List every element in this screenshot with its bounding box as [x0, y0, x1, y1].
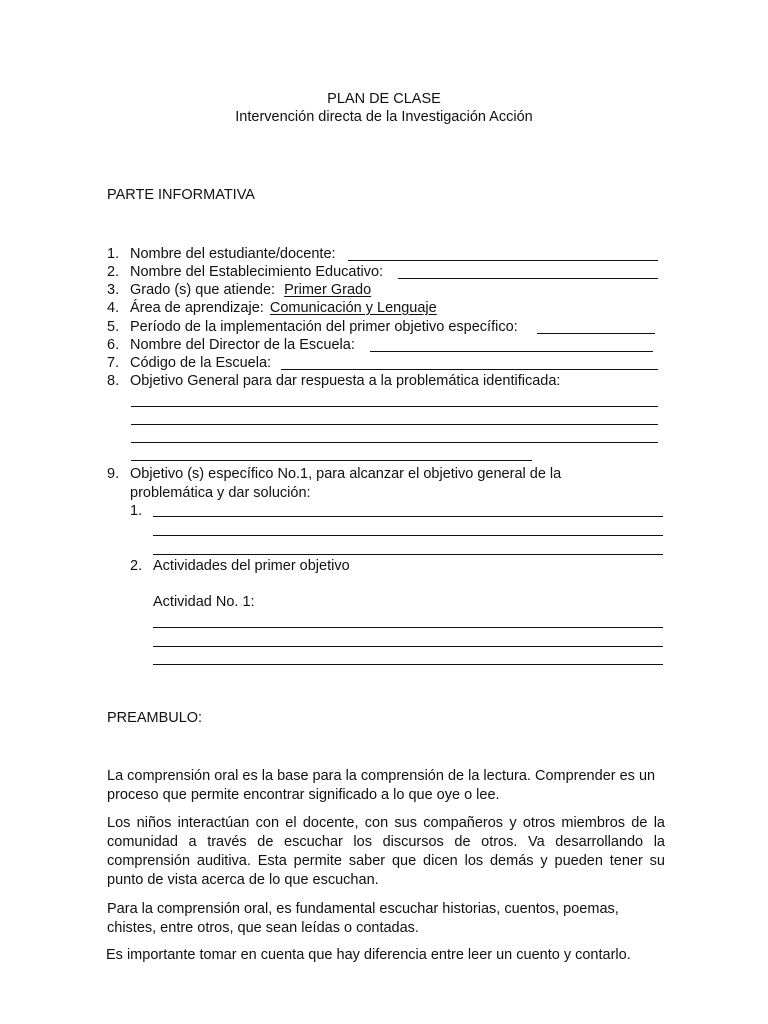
- item-label: Nombre del estudiante/docente:: [130, 246, 336, 262]
- item-label: Grado (s) que atiende:: [130, 282, 276, 298]
- answer-line[interactable]: [131, 442, 658, 443]
- item-number: 5.: [107, 319, 120, 335]
- section-heading-preambulo: PREAMBULO:: [107, 710, 203, 726]
- answer-line[interactable]: [153, 627, 663, 628]
- item-number: 1.: [107, 246, 120, 262]
- list-item: [107, 336, 355, 354]
- list-item: [107, 245, 336, 263]
- item-number: 6.: [107, 337, 120, 353]
- item-number: 7.: [107, 355, 120, 371]
- paragraph: La comprensión oral es la base para la comprensión de la lectura. Comprender es un proceso que permite encontrar significado a lo que oye o lee.: [107, 768, 656, 803]
- paragraph: Para la comprensión oral, es fundamental escuchar historias, cuentos, poemas, chistes, entre otros, que sean leídas o contadas.: [107, 901, 619, 936]
- list-item: [107, 372, 560, 390]
- sub-item-label: Actividades del primer objetivo: [153, 558, 350, 574]
- answer-line[interactable]: [370, 351, 653, 352]
- list-item: [107, 465, 561, 483]
- answer-line[interactable]: [153, 554, 663, 555]
- answer-line[interactable]: [398, 278, 658, 279]
- list-item: [107, 354, 271, 372]
- activity-label: Actividad No. 1:: [153, 594, 255, 610]
- list-item: [107, 281, 371, 299]
- list-item: [107, 263, 383, 281]
- item-number: 8.: [107, 373, 120, 389]
- item-label: Nombre del Director de la Escuela:: [130, 337, 355, 353]
- paragraph: Es importante tomar en cuenta que hay diferencia entre leer un cuento y contarlo.: [106, 947, 631, 963]
- answer-line[interactable]: [131, 406, 658, 407]
- sub-item-number: 2.: [130, 558, 143, 574]
- list-item: [107, 318, 518, 336]
- answer-line[interactable]: [537, 333, 655, 334]
- answer-line[interactable]: [153, 535, 663, 536]
- answer-line[interactable]: [153, 664, 663, 665]
- answer-line[interactable]: [153, 646, 663, 647]
- item-value: Primer Grado: [284, 282, 372, 298]
- item-label-continued: problemática y dar solución:: [130, 485, 311, 501]
- answer-line[interactable]: [281, 369, 658, 370]
- list-item: [107, 299, 437, 317]
- answer-line[interactable]: [348, 260, 658, 261]
- document-subtitle: Intervención directa de la Investigación Acción: [235, 109, 533, 125]
- answer-line[interactable]: [153, 516, 663, 517]
- item-label: Período de la implementación del primer objetivo específico:: [130, 319, 518, 335]
- item-value: Comunicación y Lenguaje: [269, 300, 437, 316]
- paragraph: Los niños interactúan con el docente, con sus compañeros y otros miembros de la comunidad a través de escuchar los discursos de otros. Va desarrollando la comprensión auditiva. Esta permite saber que dicen los demás y pueden tener su punto de vista acerca de lo que escuchan.: [107, 815, 665, 888]
- item-label: Código de la Escuela:: [130, 355, 272, 371]
- section-heading-informativa: PARTE INFORMATIVA: [107, 187, 255, 203]
- item-number: 4.: [107, 300, 120, 316]
- document-title: PLAN DE CLASE: [327, 91, 441, 107]
- item-label: Nombre del Establecimiento Educativo:: [130, 264, 384, 280]
- sub-item-number: 1.: [130, 503, 143, 519]
- item-number: 2.: [107, 264, 120, 280]
- answer-line[interactable]: [131, 424, 658, 425]
- answer-line[interactable]: [131, 460, 532, 461]
- item-label: Área de aprendizaje:: [130, 300, 264, 316]
- item-label: Objetivo (s) específico No.1, para alcanzar el objetivo general de la: [130, 466, 562, 482]
- item-number: 3.: [107, 282, 120, 298]
- item-label: Objetivo General para dar respuesta a la problemática identificada:: [130, 373, 561, 389]
- item-number: 9.: [107, 466, 120, 482]
